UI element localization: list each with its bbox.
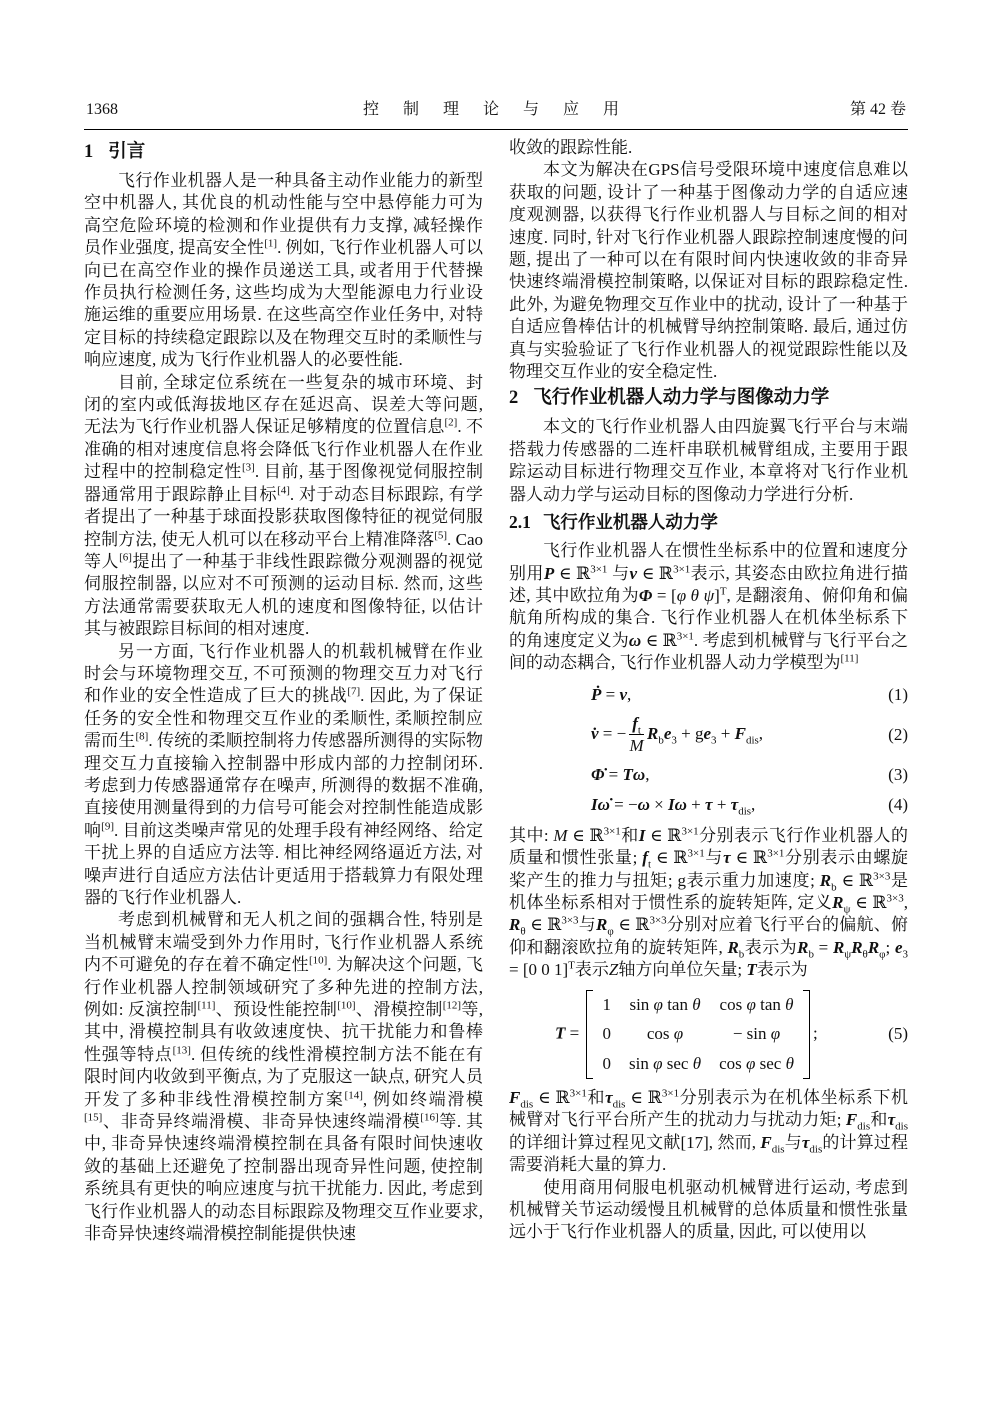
paragraph-compliance-control: 另一方面, 飞行作业机器人的机载机械臂在作业时会与环境物理交互, 不可预测的物理交互力对飞行和作业的安全性造成了巨大的挑战[7]. 因此, 为了保证任务的安全性和物理交互作业的柔顺性, 柔顺控制应需而生[8]. 传统的柔顺控制将力传感器所测得的实际物理交互力直接输入控制器中形成内部的力控制闭环. 考虑到力传感器通常存在噪声, 所测得的数据不准确, 直接使用测量得到的力信号可能会对控制性能造成影响[9]. 目前这类噪声常见的处理手段有神经网络、给定干扰上界的自适应方法等. 相比神经网络逼近方法, 对噪声进行自适应方法估计更适用于搭载算力有限处理器的飞行作业机器人. — [84, 641, 484, 907]
section-1-title: 引言 — [108, 142, 146, 162]
header-rule — [84, 129, 908, 130]
left-column — [84, 137, 483, 1246]
paragraph-disturbance-terms: $F_{dis}$ ∈ ℝ$^{3\times 1}$和$\tau_{dis}$ ∈ ℝ$^{3\times 1}$分别表示为在机体坐标系下机械臂对飞行平台所产生的扰动力与扰动力矩; $F_{dis}$和$\tau_{dis}$的详细计算过程见文献[17], 然而, $F_{dis}$与$\tau_{dis}$的计算过程需要消耗大量的算力. — [509, 1087, 909, 1175]
equation-1-body: Ṗ = v, — [591, 684, 632, 704]
page-number: 1368 — [86, 101, 118, 118]
equation-1 — [509, 684, 908, 706]
equation-3-number: (3) — [888, 765, 908, 785]
equation-2-number: (2) — [888, 724, 908, 744]
journal-title: 控 制 理 论 与 应 用 — [362, 101, 629, 118]
paragraph-intro-robot: 飞行作业机器人是一种具备主动作业能力的新型空中机器人, 其优良的机动性能与空中悬停能力可为高空危险环境的检测和作业提供有力支撑, 减轻操作员作业强度, 提高安全性[1]. 例如, 飞行作业机器人可以向已在高空作业的操作员递送工具, 或者用于代替操作员执行检测任务, 这些均成为大型能源电力行业设施运维的重要应用场景. 在这些高空作业任务中, 对特定目标的持续稳定跟踪以及在物理交互时的柔顺性与响应速度, 成为飞行作业机器人的必要性能. — [84, 171, 484, 370]
paragraph-contributions: 本文为解决在GPS信号受限环境中速度信息难以获取的问题, 设计了一种基于图像动力学的自适应速度观测器, 以获得飞行作业机器人与目标之间的相对速度. 同时, 针对飞行作业机器人跟踪控制速度慢的问题, 提出了一种可以在有限时间内快速收敛的非奇异快速终端滑模控制策略, 以保证对目标的跟踪稳定性. 此外, 为避免物理交互作业中的扰动, 设计了一种基于自适应鲁棒估计的机械臂导纳控制策略. 最后, 通过仿真与实验验证了飞行作业机器人的视觉跟踪性能以及物理交互作业的安全稳定性. — [509, 160, 908, 382]
paragraph-symbol-definitions: 其中: M ∈ ℝ$^{3\times 1}$和I ∈ ℝ$^{3\times 1}$分别表示飞行作业机器人的质量和惯性张量; $f_t$ ∈ ℝ$^{3\times 1}$与τ ∈ ℝ$^{3\times 1}$分别表示由螺旋桨产生的推力与扭矩; g表示重力加速度; $R_b$ ∈ ℝ$^{3\times 3}$是机体坐标系相对于惯性系的旋转矩阵, 定义$R_\psi$ ∈ ℝ$^{3\times 3}$, $R_\theta$ ∈ ℝ$^{3\times 3}$与$R_\varphi$ ∈ ℝ$^{3\times 3}$分别对应着飞行平台的偏航、俯仰和翻滚欧拉角的旋转矩阵, $R_b$表示为$R_b = R_\psi R_\theta R_\varphi$; $e_3 = [0$ 0 1]$^T$表示Z轴方向单位矢量; T表示为 — [509, 825, 909, 980]
section-1-heading — [84, 139, 483, 165]
equation-2 — [509, 714, 908, 756]
equation-1-number: (1) — [888, 684, 908, 704]
section-2-1-number: 2.1 — [509, 512, 531, 533]
section-2-1-title: 飞行作业机器人动力学 — [542, 512, 718, 533]
section-2-title: 飞行作业机器人动力学与图像动力学 — [533, 388, 830, 409]
paragraph-continuation: 收敛的跟踪性能. — [509, 138, 633, 157]
equation-block — [509, 684, 908, 817]
section-2-1-heading — [509, 510, 908, 535]
paragraph-sliding-mode: 考虑到机械臂和无人机之间的强耦合性, 特别是当机械臂末端受到外力作用时, 飞行作业机器人系统内不可避免的存在着不确定性[10]. 为解决这个问题, 飞行作业机器人控制领域研究了多种先进的控制方法, 例如: 反演控制[11]、预设性能控制[10]、滑模控制[12]等, 其中, 滑模控制具有收敛速度快、抗干扰能力和鲁棒性强等特点[13]. 但传统的线性滑模控制方法不能在有限时间内收敛到平衡点, 为了克服这一缺点, 研究人员开发了多种非线性滑模控制方案[14], 例如终端滑模[15]、非奇异终端滑模、非奇异快速终端滑模[16]等. 其中, 非奇异快速终端滑模控制在具备有限时间快速收敛的基础上还避免了控制器出现奇异性问题, 使控制系统具有更快的响应速度与抗干扰能力. 因此, 考虑到飞行作业机器人的动态目标跟踪及物理交互作业要求, 非奇异快速终端滑模控制能提供快速 — [84, 910, 484, 1244]
article-body — [84, 137, 908, 1246]
equation-2-body: v̇ = − $\frac{f_t}{M}$ $R_be_3 + ge_3 + F_{dis}$, — [591, 713, 764, 756]
equation-5 — [509, 990, 908, 1079]
section-2-number: 2 — [509, 388, 519, 409]
equation-4 — [509, 794, 908, 816]
right-column — [509, 137, 908, 1246]
section-2-heading — [509, 385, 908, 411]
paragraph-servo-motor: 使用商用伺服电机驱动机械臂进行运动, 考虑到机械臂关节运动缓慢且机械臂的总体质量和惯性张量远小于飞行作业机器人的质量, 因此, 可以使用以 — [509, 1177, 908, 1242]
journal-page — [84, 0, 908, 1246]
paragraph-dynamics-definition: 飞行作业机器人在惯性坐标系中的位置和速度分别用P ∈ ℝ$^{3\times 1}$ 与v ∈ ℝ$^{3\times 1}$表示, 其姿态由欧拉角进行描述, 其中欧拉角为Φ = [φ θ ψ]$^T$, 是翻滚角、俯仰角和偏航角所构成的集合. 飞行作业机器人在机体坐标系下的角速度定义为ω ∈ ℝ$^{3\times 1}$. 考虑到机械臂与飞行平台之间的动态耦合, 飞行作业机器人动力学模型为[11] — [509, 541, 909, 673]
equation-4-number: (4) — [888, 795, 908, 815]
equation-5-body: T = 1 sin φ tan θ cos φ tan θ 0 cos φ − sin φ 0 sin φ sec θ cos φ sec θ ; — [509, 990, 888, 1079]
page-header — [84, 96, 908, 129]
paragraph-system-composition: 本文的飞行作业机器人由四旋翼飞行平台与末端搭载力传感器的二连杆串联机械臂组成, 主要用于跟踪运动目标进行物理交互作业, 本章将对飞行作业机器人动力学与运动目标的图像动力学进行分析. — [509, 417, 908, 504]
volume-label: 第 42 卷 — [849, 101, 906, 118]
equation-3 — [509, 764, 908, 786]
section-1-number: 1 — [84, 142, 94, 162]
equation-5-number: (5) — [888, 1024, 908, 1044]
equation-3-body: Φ̇ = Tω, — [591, 765, 650, 785]
equation-4-body: Iω̇ = $-\omega \times I\omega + \tau + \tau_{dis}$, — [591, 795, 756, 818]
paragraph-gps-limitations: 目前, 全球定位系统在一些复杂的城市环境、封闭的室内或低海拔地区存在延迟高、误差大等问题, 无法为飞行作业机器人保证足够精度的位置信息[2]. 不准确的相对速度信息将会降低飞行作业机器人在作业过程中的控制稳定性[3]. 目前, 基于图像视觉伺服控制器通常用于跟踪静止目标[4]. 对于动态目标跟踪, 有学者提出了一种基于球面投影获取图像特征的视觉伺服控制方法, 使无人机可以在移动平台上精准降落[5]. Cao等人[6]提出了一种基于非线性跟踪微分观测器的视觉伺服控制器, 以应对不可预测的运动目标. 然而, 这些方法通常需要获取无人机的速度和图像特征, 以估计其与被跟踪目标间的相对速度. — [84, 372, 484, 639]
